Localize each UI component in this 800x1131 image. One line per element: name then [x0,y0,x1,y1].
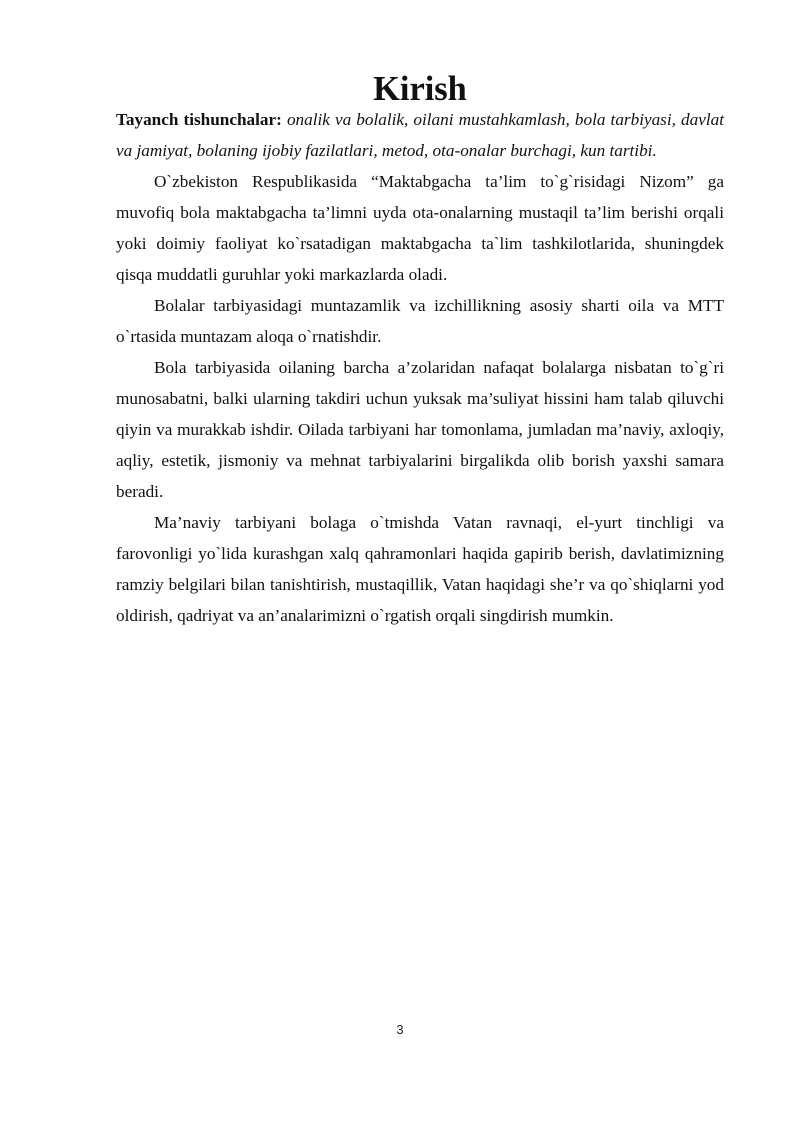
paragraph-1: O`zbekiston Respublikasida “Maktabgacha ta’lim to`g`risidagi Nizom” ga muvofiq bola maktabgacha ta’limni uyda ota-onalarning mustaqil ta’lim berishi orqali yoki doimiy faoliyat ko`rsatadigan maktabgacha ta`lim tashkilotlarida, shuningdek qisqa muddatli guruhlar yoki markazlarda oladi. [116,172,724,284]
paragraph-2: Bolalar tarbiyasidagi muntazamlik va izchillikning asosiy sharti oila va MTT o`rtasida muntazam aloqa o`rnatishdir. [116,296,724,346]
page-number: 3 [396,1022,404,1037]
section-title: Kirish [373,70,467,108]
paragraph-4: Ma’naviy tarbiyani bolaga o`tmishda Vatan ravnaqi, el-yurt tinchligi va farovonligi yo`lida kurashgan xalq qahramonlari haqida gapirib berish, davlatimizning ramziy belgilari bilan tanishtirish, mustaqillik, Vatan haqidagi she’r va qo`shiqlarni yod oldirish, qadriyat va an’analarimizni o`rgatish orqali singdirish mumkin. [116,513,724,625]
keywords-text: onalik va bolalik, oilani mustahkamlash, bola tarbiyasi, davlat va jamiyat, bolaning ijobiy fazilatlari, metod, ota-onalar burchagi, kun tartibi. [116,110,724,160]
page-content [116,70,724,631]
paragraph-3: Bola tarbiyasida oilaning barcha a’zolaridan nafaqat bolalarga nisbatan to`g`ri munosabatni, balki ularning takdiri uchun yuksak ma’suliyat hissini ham talab qiluvchi qiyin va murakkab ishdir. Oilada tarbiyani har tomonlama, jumladan ma’naviy, axloqiy, aqliy, estetik, jismoniy va mehnat tarbiyalarini birgalikda olib borish yaxshi samara beradi. [116,358,724,501]
keywords-paragraph [116,104,724,166]
keywords-label: Tayanch tishunchalar: [116,110,282,129]
